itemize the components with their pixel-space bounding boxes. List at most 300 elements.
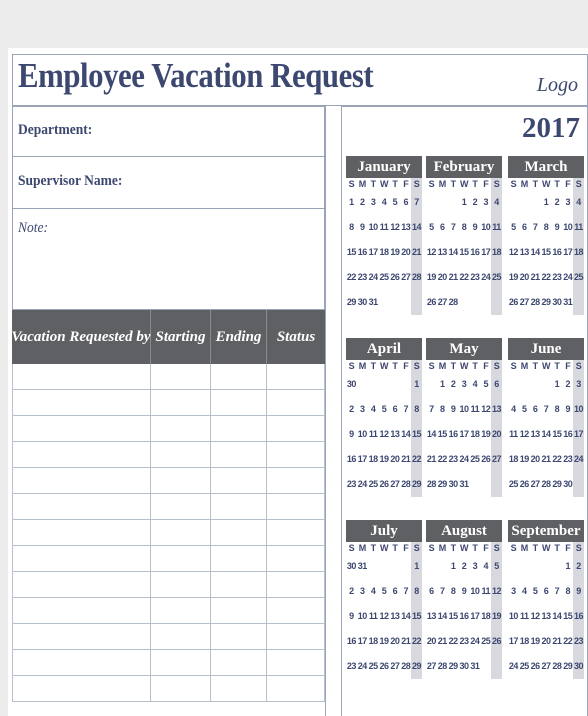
day-cell: 15 — [552, 429, 562, 439]
day-cell: 31 — [470, 661, 480, 671]
day-cell: 15 — [437, 429, 447, 439]
month-april — [346, 338, 422, 510]
day-cell: 12 — [379, 611, 389, 621]
day-cell: 2 — [565, 379, 570, 389]
day-cell: 13 — [530, 429, 540, 439]
day-cell: 26 — [426, 297, 436, 307]
weekday-label: S — [573, 360, 584, 372]
ending-cell[interactable] — [211, 468, 267, 493]
ending-cell[interactable] — [211, 546, 267, 571]
day-cell: 18 — [368, 636, 378, 646]
requested-by-cell[interactable] — [12, 624, 151, 649]
day-cell: 17 — [368, 247, 378, 257]
weekday-label: T — [370, 179, 376, 189]
day-cell — [469, 290, 480, 315]
status-cell[interactable] — [267, 598, 325, 623]
day-cell: 15 — [411, 422, 422, 447]
month-name: July — [346, 520, 422, 542]
day-cell: 19 — [519, 454, 529, 464]
day-cell: 24 — [357, 479, 367, 489]
col-status: Status — [276, 328, 316, 345]
weekday-label: S — [348, 543, 355, 553]
status-cell[interactable] — [267, 546, 325, 571]
requested-by-cell[interactable] — [12, 468, 151, 493]
starting-cell[interactable] — [151, 650, 211, 675]
day-cell — [573, 290, 584, 315]
weekday-label: S — [510, 361, 517, 371]
day-cell: 3 — [573, 372, 584, 397]
day-cell: 12 — [379, 429, 389, 439]
starting-cell[interactable] — [151, 572, 211, 597]
day-cell: 3 — [483, 197, 488, 207]
ending-cell[interactable] — [211, 494, 267, 519]
day-cell: 26 — [379, 661, 389, 671]
table-row — [12, 390, 325, 416]
weekday-label: F — [403, 179, 409, 189]
day-cell: 22 — [541, 272, 551, 282]
day-cell — [389, 554, 400, 579]
table-row — [12, 546, 325, 572]
day-cell: 10 — [481, 222, 491, 232]
day-cell: 5 — [483, 379, 488, 389]
day-cell: 8 — [565, 586, 570, 596]
status-cell[interactable] — [267, 468, 325, 493]
day-cell: 31 — [357, 561, 367, 571]
requested-by-cell[interactable] — [12, 416, 151, 441]
day-cell: 25 — [368, 661, 378, 671]
requested-by-cell[interactable] — [12, 494, 151, 519]
day-cell: 30 — [459, 661, 469, 671]
day-cell: 12 — [530, 611, 540, 621]
day-cell: 27 — [426, 661, 436, 671]
day-cell: 19 — [379, 636, 389, 646]
day-cell: 19 — [508, 272, 518, 282]
day-cell — [437, 190, 448, 215]
day-cell: 13 — [401, 222, 411, 232]
status-cell[interactable] — [267, 364, 325, 389]
day-cell: 9 — [360, 222, 365, 232]
day-cell: 21 — [401, 454, 411, 464]
day-cell: 22 — [411, 629, 422, 654]
day-cell: 11 — [379, 222, 389, 232]
day-cell — [368, 372, 379, 397]
day-cell: 24 — [368, 272, 378, 282]
starting-cell[interactable] — [151, 442, 211, 467]
day-cell: 1 — [440, 379, 445, 389]
day-cell: 22 — [411, 447, 422, 472]
month-name: February — [426, 156, 502, 178]
weekday-label: T — [532, 179, 538, 189]
status-cell[interactable] — [267, 442, 325, 467]
day-cell: 21 — [437, 636, 447, 646]
day-cell: 7 — [450, 222, 456, 232]
day-cell: 28 — [401, 661, 411, 671]
day-cell: 24 — [357, 661, 367, 671]
day-cell — [541, 554, 552, 579]
status-cell[interactable] — [267, 650, 325, 675]
table-row — [12, 572, 325, 598]
starting-cell[interactable] — [151, 546, 211, 571]
requested-by-cell[interactable] — [12, 650, 151, 675]
day-cell: 16 — [470, 247, 480, 257]
day-cell: 7 — [429, 404, 434, 414]
day-cell: 17 — [481, 247, 491, 257]
day-cell: 30 — [346, 561, 356, 571]
day-cell: 1 — [461, 197, 467, 207]
day-cell — [530, 190, 541, 215]
day-cell — [400, 290, 411, 315]
starting-cell[interactable] — [151, 494, 211, 519]
starting-cell[interactable] — [151, 598, 211, 623]
day-cell: 8 — [543, 222, 549, 232]
weekday-label: T — [392, 543, 398, 553]
day-cell: 29 — [563, 661, 573, 671]
day-cell: 23 — [346, 661, 356, 671]
day-cell — [426, 554, 437, 579]
status-cell[interactable] — [267, 416, 325, 441]
day-cell: 8 — [450, 586, 456, 596]
weekday-label: S — [428, 361, 435, 371]
day-cell — [357, 372, 368, 397]
day-cell: 26 — [508, 297, 518, 307]
day-cell: 16 — [346, 454, 356, 464]
day-cell: 23 — [573, 629, 584, 654]
day-cell: 10 — [357, 429, 367, 439]
day-cell — [379, 372, 390, 397]
starting-cell[interactable] — [151, 468, 211, 493]
day-cell: 10 — [508, 611, 518, 621]
month-grid — [346, 360, 422, 497]
weekday-label: T — [450, 543, 456, 553]
status-cell[interactable] — [267, 494, 325, 519]
day-cell: 9 — [461, 586, 467, 596]
weekday-label: S — [491, 178, 502, 190]
day-cell: 7 — [532, 222, 538, 232]
day-cell — [480, 290, 491, 315]
weekday-label: T — [370, 543, 376, 553]
day-cell: 28 — [541, 479, 551, 489]
day-cell: 6 — [403, 197, 408, 207]
table-row — [12, 364, 325, 390]
year-label: 2017 — [522, 112, 580, 144]
day-cell: 11 — [509, 429, 518, 439]
day-cell: 20 — [530, 454, 540, 464]
day-cell: 17 — [563, 247, 573, 257]
day-cell: 29 — [552, 479, 562, 489]
day-cell: 27 — [401, 272, 411, 282]
day-cell: 4 — [522, 586, 527, 596]
day-cell: 1 — [411, 372, 422, 397]
day-cell: 23 — [459, 636, 469, 646]
day-cell: 2 — [360, 197, 365, 207]
day-cell: 21 — [401, 636, 411, 646]
day-cell: 22 — [346, 272, 356, 282]
day-cell: 16 — [448, 429, 458, 439]
day-cell: 23 — [470, 272, 480, 282]
day-cell: 28 — [448, 297, 458, 307]
day-cell: 10 — [459, 404, 469, 414]
day-cell: 12 — [508, 247, 518, 257]
day-cell: 11 — [520, 611, 529, 621]
day-cell: 7 — [440, 586, 445, 596]
col-starting: Starting — [151, 310, 211, 364]
day-cell: 18 — [508, 454, 518, 464]
day-cell: 8 — [349, 222, 354, 232]
status-cell[interactable] — [267, 572, 325, 597]
day-cell: 27 — [541, 661, 551, 671]
day-cell: 8 — [411, 579, 422, 604]
month-grid — [508, 178, 584, 315]
day-cell: 4 — [491, 190, 502, 215]
weekday-label: F — [403, 543, 409, 553]
weekday-label: T — [554, 361, 560, 371]
day-cell: 11 — [368, 429, 378, 439]
weekday-label: F — [403, 361, 409, 371]
day-cell: 5 — [429, 222, 434, 232]
day-cell: 19 — [390, 247, 400, 257]
day-cell: 31 — [563, 297, 573, 307]
day-cell: 15 — [346, 247, 356, 257]
day-cell: 7 — [554, 586, 560, 596]
day-cell — [411, 290, 422, 315]
day-cell: 17 — [459, 429, 469, 439]
weekday-label: S — [510, 179, 517, 189]
day-cell — [480, 654, 491, 679]
day-cell: 24 — [508, 661, 518, 671]
day-cell: 26 — [491, 629, 502, 654]
day-cell: 23 — [357, 272, 367, 282]
day-cell: 16 — [573, 604, 584, 629]
day-cell: 4 — [511, 404, 516, 414]
logo-placeholder: Logo — [536, 74, 578, 96]
day-cell: 22 — [563, 636, 573, 646]
day-cell: 26 — [530, 661, 540, 671]
day-cell: 5 — [522, 404, 527, 414]
day-cell: 1 — [450, 561, 456, 571]
ending-cell[interactable] — [211, 676, 267, 701]
day-cell: 23 — [346, 479, 356, 489]
ending-cell[interactable] — [211, 364, 267, 389]
weekday-label: T — [392, 361, 398, 371]
day-cell: 24 — [459, 454, 469, 464]
weekday-label: T — [450, 361, 456, 371]
ending-cell[interactable] — [211, 520, 267, 545]
day-cell: 18 — [379, 247, 389, 257]
day-cell: 18 — [491, 240, 502, 265]
table-row — [12, 416, 325, 442]
day-cell — [519, 554, 530, 579]
day-cell: 10 — [470, 586, 480, 596]
day-cell: 3 — [370, 197, 376, 207]
weekday-label: T — [450, 179, 456, 189]
day-cell: 28 — [437, 661, 447, 671]
starting-cell[interactable] — [151, 390, 211, 415]
weekday-label: S — [411, 360, 422, 372]
day-cell: 25 — [573, 265, 584, 290]
weekday-label: M — [358, 543, 366, 553]
day-cell — [491, 472, 502, 497]
starting-cell[interactable] — [151, 676, 211, 701]
day-cell: 13 — [426, 611, 436, 621]
starting-cell[interactable] — [151, 416, 211, 441]
weekday-label: W — [541, 361, 550, 371]
day-cell: 7 — [403, 404, 408, 414]
day-cell: 21 — [541, 454, 551, 464]
requested-by-cell[interactable] — [12, 390, 151, 415]
ending-cell[interactable] — [211, 572, 267, 597]
day-cell: 6 — [440, 222, 445, 232]
ending-cell[interactable] — [211, 390, 267, 415]
weekday-label: S — [428, 179, 435, 189]
requested-by-cell[interactable] — [12, 598, 151, 623]
request-table-header — [12, 310, 325, 364]
day-cell: 24 — [573, 447, 584, 472]
ending-cell[interactable] — [211, 624, 267, 649]
table-row — [12, 494, 325, 520]
day-cell: 7 — [543, 404, 549, 414]
day-cell: 9 — [450, 404, 456, 414]
day-cell — [469, 472, 480, 497]
divider-vertical — [325, 106, 326, 716]
weekday-label: W — [379, 543, 388, 553]
day-cell — [491, 290, 502, 315]
col-ending: Ending — [211, 310, 267, 364]
weekday-label: M — [438, 361, 446, 371]
day-cell: 18 — [519, 636, 529, 646]
day-cell — [426, 372, 437, 397]
status-cell[interactable] — [267, 676, 325, 701]
day-cell: 6 — [392, 404, 398, 414]
requested-by-cell[interactable] — [12, 546, 151, 571]
day-cell: 5 — [381, 404, 387, 414]
weekday-label: M — [520, 543, 528, 553]
weekday-label: M — [358, 361, 366, 371]
day-cell: 22 — [448, 636, 458, 646]
day-cell — [389, 290, 400, 315]
ending-cell[interactable] — [211, 416, 267, 441]
requested-by-cell[interactable] — [12, 520, 151, 545]
day-cell: 10 — [573, 397, 584, 422]
day-cell: 24 — [563, 272, 573, 282]
month-name: August — [426, 520, 502, 542]
status-cell[interactable] — [267, 624, 325, 649]
status-cell[interactable] — [267, 390, 325, 415]
day-cell: 9 — [573, 579, 584, 604]
day-cell: 11 — [368, 611, 378, 621]
starting-cell[interactable] — [151, 364, 211, 389]
weekday-label: S — [573, 542, 584, 554]
day-cell: 5 — [532, 586, 538, 596]
day-cell: 23 — [563, 454, 573, 464]
day-cell — [400, 554, 411, 579]
day-cell: 8 — [554, 404, 560, 414]
weekday-label: F — [483, 179, 489, 189]
month-grid — [508, 542, 584, 679]
day-cell: 28 — [530, 297, 540, 307]
day-cell: 30 — [346, 379, 356, 389]
day-cell: 19 — [491, 604, 502, 629]
day-cell: 28 — [552, 661, 562, 671]
day-cell: 16 — [459, 611, 469, 621]
day-cell: 29 — [437, 479, 447, 489]
day-cell: 14 — [437, 611, 447, 621]
weekday-label: T — [532, 361, 538, 371]
day-cell: 20 — [519, 272, 529, 282]
day-cell: 8 — [461, 222, 467, 232]
day-cell: 25 — [368, 479, 378, 489]
day-cell — [437, 554, 448, 579]
ending-cell[interactable] — [211, 650, 267, 675]
day-cell: 12 — [390, 222, 400, 232]
day-cell — [379, 290, 390, 315]
requested-by-cell[interactable] — [12, 442, 151, 467]
department-label: Department: — [18, 122, 93, 138]
ending-cell[interactable] — [211, 442, 267, 467]
day-cell — [508, 554, 519, 579]
day-cell: 17 — [508, 636, 518, 646]
day-cell: 22 — [552, 454, 562, 464]
day-cell: 15 — [541, 247, 551, 257]
day-cell — [459, 290, 470, 315]
day-cell: 14 — [448, 247, 458, 257]
day-cell: 9 — [349, 611, 354, 621]
day-cell: 27 — [530, 479, 540, 489]
ending-cell[interactable] — [211, 598, 267, 623]
day-cell: 20 — [491, 422, 502, 447]
day-cell — [368, 554, 379, 579]
month-august — [426, 520, 502, 692]
col-requested-by: Vacation Requested by — [12, 310, 151, 364]
weekday-label: W — [379, 179, 388, 189]
table-row — [12, 676, 325, 702]
requested-by-cell[interactable] — [12, 572, 151, 597]
starting-cell[interactable] — [151, 624, 211, 649]
day-cell: 5 — [491, 554, 502, 579]
day-cell: 2 — [472, 197, 478, 207]
day-cell: 16 — [357, 247, 367, 257]
weekday-label: T — [370, 361, 376, 371]
day-cell: 19 — [530, 636, 540, 646]
weekday-label: M — [520, 361, 528, 371]
weekday-label: S — [491, 360, 502, 372]
day-cell: 13 — [491, 397, 502, 422]
day-cell — [426, 190, 437, 215]
weekday-label: T — [472, 543, 478, 553]
starting-cell[interactable] — [151, 520, 211, 545]
weekday-label: M — [358, 179, 366, 189]
day-cell: 6 — [392, 586, 398, 596]
month-grid — [346, 178, 422, 315]
day-cell: 7 — [403, 586, 408, 596]
weekday-label: F — [483, 543, 489, 553]
day-cell: 29 — [448, 661, 458, 671]
requested-by-cell[interactable] — [12, 676, 151, 701]
day-cell — [573, 472, 584, 497]
vacation-request-form — [8, 48, 588, 716]
day-cell: 29 — [541, 297, 551, 307]
day-cell: 11 — [491, 215, 502, 240]
requested-by-cell[interactable] — [12, 364, 151, 389]
day-cell: 4 — [483, 561, 488, 571]
weekday-label: S — [491, 542, 502, 554]
status-cell[interactable] — [267, 520, 325, 545]
day-cell — [530, 554, 541, 579]
day-cell: 14 — [530, 247, 540, 257]
day-cell: 5 — [511, 222, 516, 232]
day-cell: 22 — [437, 454, 447, 464]
day-cell: 17 — [573, 422, 584, 447]
day-cell: 24 — [481, 272, 491, 282]
